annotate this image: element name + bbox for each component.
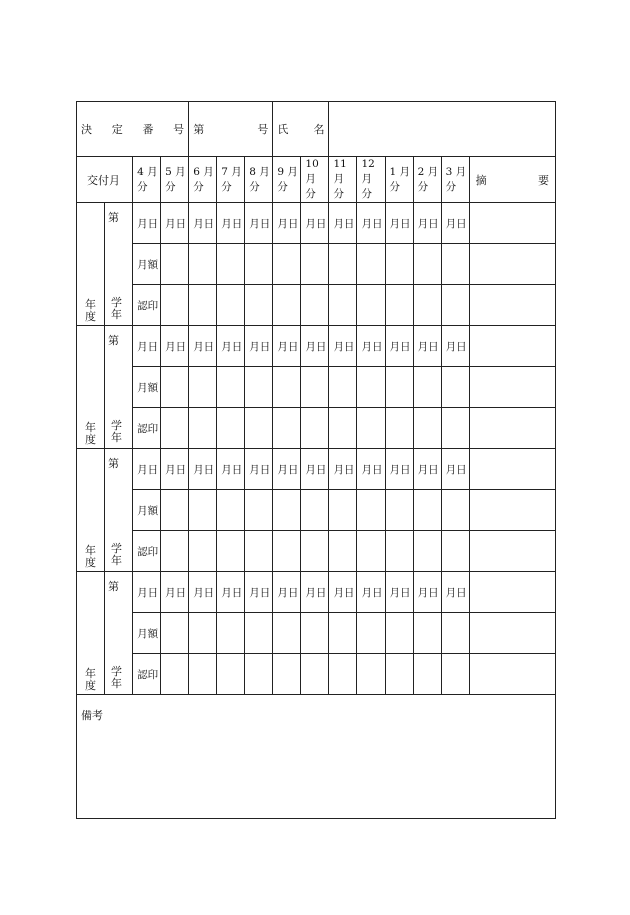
year-block-3-amount-row [77, 490, 556, 531]
seal-cell[interactable] [413, 408, 441, 449]
date-cell[interactable]: 月日 [357, 203, 385, 244]
amount-label: 月額 [133, 490, 161, 531]
date-cell[interactable]: 月日 [329, 326, 357, 367]
seal-cell[interactable] [329, 531, 357, 572]
date-cell[interactable]: 月日 [161, 203, 189, 244]
seal-cell[interactable] [245, 285, 273, 326]
date-cell[interactable]: 月日 [217, 449, 245, 490]
month-header-12: 12月 分 [357, 157, 385, 203]
year-block-1-amount-row [77, 244, 556, 285]
amount-cell[interactable] [301, 367, 329, 408]
seal-cell[interactable] [245, 654, 273, 695]
year-block-4-seal-row [77, 654, 556, 695]
date-cell[interactable]: 月日 [413, 572, 441, 613]
amount-cell[interactable] [301, 490, 329, 531]
amount-cell[interactable] [273, 490, 301, 531]
date-cell[interactable]: 月日 [301, 572, 329, 613]
date-cell[interactable]: 月日 [301, 449, 329, 490]
date-cell[interactable]: 月日 [441, 572, 469, 613]
month-header-7: 7 月 分 [217, 157, 245, 203]
seal-cell[interactable] [357, 285, 385, 326]
summary-cell[interactable] [469, 408, 555, 449]
seal-cell[interactable] [301, 654, 329, 695]
amount-cell[interactable] [217, 367, 245, 408]
summary-cell[interactable] [469, 654, 555, 695]
year-block-2-date-row [77, 326, 556, 367]
date-cell[interactable]: 月日 [273, 572, 301, 613]
date-cell[interactable]: 月日 [329, 572, 357, 613]
date-cell[interactable]: 月日 [413, 203, 441, 244]
date-cell[interactable]: 月日 [133, 449, 161, 490]
summary-cell[interactable] [469, 613, 555, 654]
seal-cell[interactable] [189, 408, 217, 449]
year-block-3-date-row [77, 449, 556, 490]
date-cell[interactable]: 月日 [385, 203, 413, 244]
seal-cell[interactable] [385, 531, 413, 572]
summary-cell[interactable] [469, 285, 555, 326]
grade-cell-3[interactable]: 第 学 年 [105, 449, 133, 572]
header-row [77, 102, 556, 157]
date-cell[interactable]: 月日 [189, 326, 217, 367]
seal-cell[interactable] [413, 285, 441, 326]
amount-cell[interactable] [413, 367, 441, 408]
summary-label: 摘 要 [469, 157, 555, 203]
amount-cell[interactable] [413, 613, 441, 654]
seal-cell[interactable] [217, 654, 245, 695]
amount-cell[interactable] [273, 367, 301, 408]
seal-cell[interactable] [217, 408, 245, 449]
month-header-9: 9 月 分 [273, 157, 301, 203]
date-cell[interactable]: 月日 [301, 203, 329, 244]
amount-cell[interactable] [217, 613, 245, 654]
seal-cell[interactable] [413, 654, 441, 695]
date-cell[interactable]: 月日 [385, 449, 413, 490]
number-suffix: 号 [257, 123, 269, 136]
date-cell[interactable]: 月日 [329, 203, 357, 244]
amount-cell[interactable] [245, 613, 273, 654]
month-header-10: 10月 分 [301, 157, 329, 203]
amount-label: 月額 [133, 367, 161, 408]
seal-cell[interactable] [329, 285, 357, 326]
date-cell[interactable]: 月日 [217, 203, 245, 244]
fiscal-year-cell-2[interactable]: 年 度 [77, 326, 105, 449]
seal-cell[interactable] [161, 285, 189, 326]
amount-cell[interactable] [413, 244, 441, 285]
amount-cell[interactable] [385, 367, 413, 408]
grade-cell-2[interactable]: 第 学 年 [105, 326, 133, 449]
amount-cell[interactable] [245, 367, 273, 408]
seal-cell[interactable] [217, 285, 245, 326]
year-block-3-seal-row [77, 531, 556, 572]
amount-cell[interactable] [301, 613, 329, 654]
date-cell[interactable]: 月日 [133, 203, 161, 244]
amount-cell[interactable] [217, 244, 245, 285]
amount-cell[interactable] [273, 244, 301, 285]
amount-cell[interactable] [189, 244, 217, 285]
date-cell[interactable]: 月日 [189, 572, 217, 613]
amount-cell[interactable] [329, 244, 357, 285]
seal-label: 認印 [133, 285, 161, 326]
amount-cell[interactable] [385, 490, 413, 531]
amount-cell[interactable] [245, 244, 273, 285]
amount-cell[interactable] [273, 613, 301, 654]
amount-cell[interactable] [329, 613, 357, 654]
number-prefix: 第 [193, 123, 205, 136]
summary-cell[interactable] [469, 490, 555, 531]
amount-cell[interactable] [441, 613, 469, 654]
seal-cell[interactable] [217, 531, 245, 572]
amount-cell[interactable] [385, 613, 413, 654]
amount-cell[interactable] [245, 490, 273, 531]
seal-cell[interactable] [189, 654, 217, 695]
summary-cell[interactable] [469, 326, 555, 367]
seal-cell[interactable] [301, 408, 329, 449]
amount-cell[interactable] [189, 490, 217, 531]
amount-cell[interactable] [329, 367, 357, 408]
year-block-2-seal-row [77, 408, 556, 449]
summary-cell[interactable] [469, 203, 555, 244]
seal-cell[interactable] [441, 654, 469, 695]
date-cell[interactable]: 月日 [161, 449, 189, 490]
month-header-5: 5 月 分 [161, 157, 189, 203]
amount-cell[interactable] [385, 244, 413, 285]
date-cell[interactable]: 月日 [217, 572, 245, 613]
summary-cell[interactable] [469, 531, 555, 572]
date-cell[interactable]: 月日 [133, 326, 161, 367]
seal-cell[interactable] [385, 654, 413, 695]
amount-cell[interactable] [217, 490, 245, 531]
seal-cell[interactable] [441, 531, 469, 572]
summary-cell[interactable] [469, 244, 555, 285]
date-cell[interactable]: 月日 [273, 449, 301, 490]
seal-label: 認印 [133, 531, 161, 572]
date-cell[interactable]: 月日 [189, 203, 217, 244]
amount-cell[interactable] [441, 244, 469, 285]
date-cell[interactable]: 月日 [413, 326, 441, 367]
amount-cell[interactable] [357, 613, 385, 654]
grade-cell-4[interactable]: 第 学 年 [105, 572, 133, 695]
name-label: 氏 名 [277, 123, 325, 136]
seal-cell[interactable] [161, 531, 189, 572]
year-block-4-amount-row [77, 613, 556, 654]
date-cell[interactable]: 月日 [357, 449, 385, 490]
amount-cell[interactable] [161, 613, 189, 654]
month-header-4: 4 月 分 [133, 157, 161, 203]
amount-cell[interactable] [357, 244, 385, 285]
subsidy-record-form [76, 101, 556, 819]
date-cell[interactable]: 月日 [161, 572, 189, 613]
date-cell[interactable]: 月日 [385, 572, 413, 613]
amount-label: 月額 [133, 244, 161, 285]
seal-cell[interactable] [189, 285, 217, 326]
seal-cell[interactable] [385, 285, 413, 326]
fiscal-year-cell-3[interactable]: 年 度 [77, 449, 105, 572]
date-cell[interactable]: 月日 [245, 449, 273, 490]
name-field[interactable] [329, 102, 556, 157]
seal-cell[interactable] [441, 408, 469, 449]
seal-label: 認印 [133, 408, 161, 449]
amount-cell[interactable] [301, 244, 329, 285]
grade-cell-1[interactable]: 第 学 年 [105, 203, 133, 326]
seal-cell[interactable] [161, 408, 189, 449]
year-block-1-date-row [77, 203, 556, 244]
seal-cell[interactable] [357, 654, 385, 695]
amount-cell[interactable] [189, 367, 217, 408]
amount-cell[interactable] [161, 367, 189, 408]
seal-cell[interactable] [357, 531, 385, 572]
seal-cell[interactable] [413, 531, 441, 572]
fiscal-year-cell-1[interactable]: 年 度 [77, 203, 105, 326]
seal-cell[interactable] [273, 285, 301, 326]
delivery-month-label: 交付月 [77, 157, 133, 203]
remarks-label: 備考 [81, 709, 103, 722]
amount-cell[interactable] [413, 490, 441, 531]
date-cell[interactable]: 月日 [189, 449, 217, 490]
seal-cell[interactable] [301, 531, 329, 572]
months-header-row [77, 157, 556, 203]
amount-cell[interactable] [329, 490, 357, 531]
year-block-2-amount-row [77, 367, 556, 408]
amount-cell[interactable] [357, 490, 385, 531]
year-block-1-seal-row [77, 285, 556, 326]
seal-cell[interactable] [273, 408, 301, 449]
amount-cell[interactable] [161, 490, 189, 531]
date-cell[interactable]: 月日 [357, 326, 385, 367]
date-cell[interactable]: 月日 [413, 449, 441, 490]
seal-cell[interactable] [161, 654, 189, 695]
month-header-6: 6 月 分 [189, 157, 217, 203]
seal-cell[interactable] [357, 408, 385, 449]
date-cell[interactable]: 月日 [217, 326, 245, 367]
seal-cell[interactable] [273, 654, 301, 695]
month-header-11: 11月 分 [329, 157, 357, 203]
seal-label: 認印 [133, 654, 161, 695]
date-cell[interactable]: 月日 [273, 326, 301, 367]
seal-cell[interactable] [329, 408, 357, 449]
date-cell[interactable]: 月日 [329, 449, 357, 490]
date-cell[interactable]: 月日 [161, 326, 189, 367]
amount-cell[interactable] [357, 367, 385, 408]
amount-cell[interactable] [189, 613, 217, 654]
amount-cell[interactable] [441, 367, 469, 408]
seal-cell[interactable] [441, 285, 469, 326]
amount-label: 月額 [133, 613, 161, 654]
seal-cell[interactable] [273, 531, 301, 572]
seal-cell[interactable] [189, 531, 217, 572]
month-header-1: 1 月 分 [385, 157, 413, 203]
decision-number-label-cell [77, 102, 189, 157]
date-cell[interactable]: 月日 [357, 572, 385, 613]
summary-cell[interactable] [469, 572, 555, 613]
remarks-field[interactable] [77, 695, 556, 819]
fiscal-year-cell-4[interactable]: 年 度 [77, 572, 105, 695]
date-cell[interactable]: 月日 [301, 326, 329, 367]
date-cell[interactable]: 月日 [273, 203, 301, 244]
amount-cell[interactable] [161, 244, 189, 285]
remarks-row [77, 695, 556, 819]
seal-cell[interactable] [385, 408, 413, 449]
decision-number-field[interactable] [189, 102, 273, 157]
date-cell[interactable]: 月日 [441, 203, 469, 244]
seal-cell[interactable] [245, 408, 273, 449]
date-cell[interactable]: 月日 [245, 572, 273, 613]
summary-cell[interactable] [469, 449, 555, 490]
date-cell[interactable]: 月日 [245, 326, 273, 367]
date-cell[interactable]: 月日 [441, 449, 469, 490]
year-block-4-date-row [77, 572, 556, 613]
seal-cell[interactable] [329, 654, 357, 695]
decision-number-label: 決 定 番 号 [81, 123, 185, 136]
month-header-2: 2 月 分 [413, 157, 441, 203]
date-cell[interactable]: 月日 [245, 203, 273, 244]
summary-cell[interactable] [469, 367, 555, 408]
date-cell[interactable]: 月日 [441, 326, 469, 367]
name-label-cell [273, 102, 329, 157]
date-cell[interactable]: 月日 [385, 326, 413, 367]
seal-cell[interactable] [245, 531, 273, 572]
month-header-3: 3 月 分 [441, 157, 469, 203]
date-cell[interactable]: 月日 [133, 572, 161, 613]
month-header-8: 8 月 分 [245, 157, 273, 203]
seal-cell[interactable] [301, 285, 329, 326]
amount-cell[interactable] [441, 490, 469, 531]
